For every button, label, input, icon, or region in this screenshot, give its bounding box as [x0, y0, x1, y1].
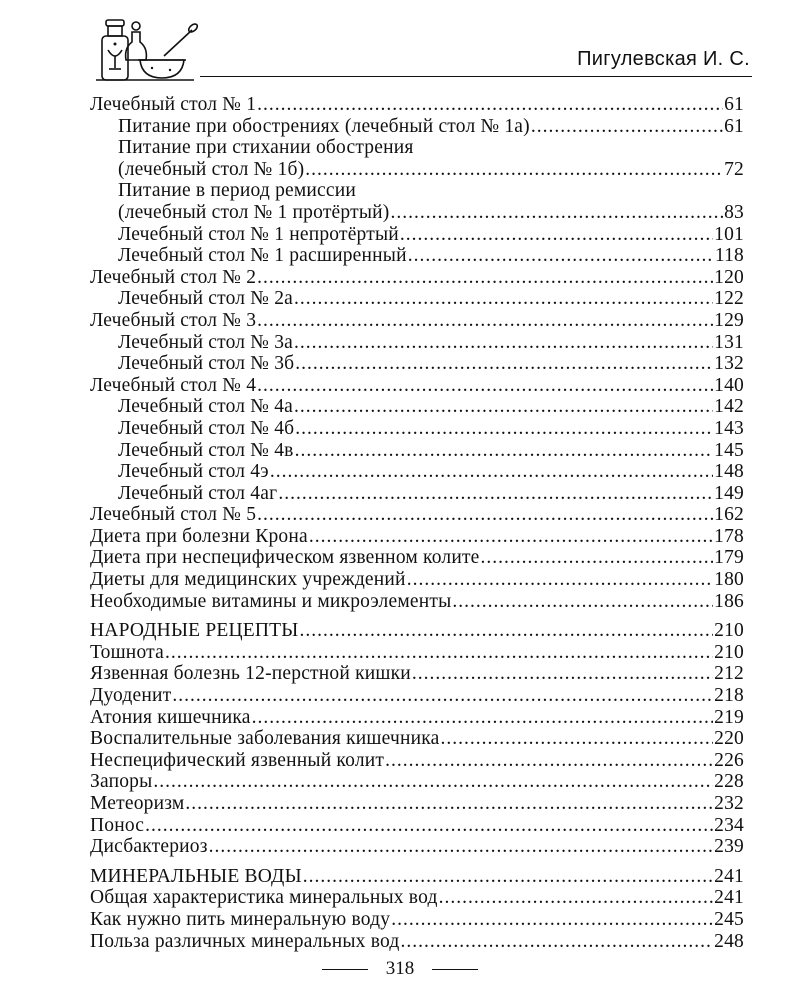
toc-entry-title: МИНЕРАЛЬНЫЕ ВОДЫ: [90, 865, 302, 887]
dot-leader: [257, 504, 713, 526]
toc-entry-title: Лечебный стол № 2: [90, 266, 257, 288]
toc-entry[interactable]: [90, 310, 744, 332]
dot-leader: [294, 332, 713, 354]
toc-entry[interactable]: [90, 931, 744, 953]
toc-entry-title: Запоры: [90, 771, 153, 793]
toc-entry-page: 212: [714, 663, 744, 685]
toc-entry-page: 162: [714, 504, 744, 526]
page-number: 318: [385, 958, 415, 979]
toc-entry-title: Дисбактериоз: [90, 836, 208, 858]
dot-leader: [278, 483, 713, 505]
toc-entry-title: Лечебный стол № 4а: [118, 396, 293, 418]
toc-entry[interactable]: [90, 793, 744, 815]
dot-leader: [185, 793, 713, 815]
toc-entry-title: Метеоризм: [90, 793, 185, 814]
toc-entry[interactable]: [90, 116, 744, 138]
dot-leader: [440, 728, 713, 750]
toc-entry-title-line: Питание в период ремиссии: [118, 180, 357, 202]
toc-entry[interactable]: [90, 707, 744, 729]
toc-entry[interactable]: [90, 440, 744, 462]
toc-entry[interactable]: [90, 771, 744, 793]
toc-entry-page: 241: [714, 865, 744, 887]
toc-entry-title: (лечебный стол № 1б): [118, 158, 305, 180]
toc-entry[interactable]: [90, 224, 744, 246]
dot-leader: [295, 440, 714, 462]
dot-leader: [303, 866, 713, 888]
dot-leader: [401, 931, 714, 953]
toc-entry-title: Лечебный стол № 4б: [118, 417, 295, 439]
toc-entry-page: 142: [714, 396, 744, 418]
toc-entry-page: 129: [714, 309, 744, 331]
dot-leader: [165, 642, 713, 664]
dot-leader: [295, 353, 713, 375]
dot-leader: [407, 569, 713, 591]
dot-leader: [295, 418, 713, 440]
toc-entry-title: Лечебный стол № 1: [90, 94, 257, 115]
toc-entry-page: 140: [714, 374, 744, 396]
toc-entry[interactable]: [90, 353, 744, 375]
toc-entry-page: 218: [714, 685, 744, 707]
dot-leader: [452, 591, 713, 613]
toc-section-heading[interactable]: [90, 866, 744, 888]
toc-entry-title: Лечебный стол № 3: [90, 309, 257, 331]
toc-entry-page: 228: [714, 771, 744, 793]
toc-entry-page: 61: [724, 94, 744, 115]
toc-entry[interactable]: [90, 418, 744, 440]
table-of-contents: [90, 94, 744, 952]
dot-leader: [390, 202, 723, 224]
dot-leader: [299, 620, 713, 642]
toc-entry-page: 210: [714, 641, 744, 663]
header-rule: [200, 76, 752, 77]
dot-leader: [294, 288, 713, 310]
toc-entry[interactable]: [90, 288, 744, 310]
footer-dash-right: [432, 969, 478, 970]
toc-entry-page: 118: [714, 245, 744, 267]
footer-dash-left: [322, 969, 368, 970]
toc-entry[interactable]: [90, 887, 744, 909]
dot-leader: [412, 663, 713, 685]
dot-leader: [294, 396, 713, 418]
toc-entry-page: 72: [724, 158, 744, 180]
toc-entry-page: 248: [714, 930, 744, 952]
toc-entry-title: Лечебный стол № 3б: [118, 353, 295, 375]
toc-entry[interactable]: [90, 159, 744, 181]
toc-entry-page: 219: [714, 706, 744, 728]
toc-entry-page: 232: [714, 793, 744, 814]
section-gap: [90, 858, 744, 862]
toc-entry-page: 148: [714, 461, 744, 483]
dot-leader: [257, 94, 723, 116]
toc-entry-title: Неспецифический язвенный колит: [90, 749, 385, 771]
toc-entry-page: 178: [714, 525, 744, 547]
toc-entry-title: НАРОДНЫЕ РЕЦЕПТЫ: [90, 620, 299, 642]
toc-entry-page: 241: [714, 887, 744, 909]
toc-entry-page: 179: [714, 547, 744, 569]
running-head-author: Пигулевская И. С.: [577, 48, 750, 70]
toc-entry-title: Лечебный стол № 1 непротёртый: [118, 223, 399, 245]
toc-entry-title: Питание при обострениях (лечебный стол № 1а): [118, 115, 530, 137]
toc-entry[interactable]: [90, 836, 744, 858]
dot-leader: [531, 116, 723, 138]
toc-entry-title: Лечебный стол 4э: [118, 461, 269, 483]
toc-entry-title: Необходимые витамины и микроэлементы: [90, 590, 452, 612]
dot-leader: [439, 887, 714, 909]
toc-entry-page: 101: [714, 223, 744, 245]
toc-entry-page: 143: [714, 417, 744, 439]
toc-entry[interactable]: [90, 815, 744, 837]
toc-entry-title: Понос: [90, 814, 145, 836]
toc-entry[interactable]: [90, 267, 744, 289]
toc-entry[interactable]: [90, 245, 744, 267]
toc-entry[interactable]: [90, 202, 744, 224]
toc-entry-title: Лечебный стол № 5: [90, 504, 257, 526]
dot-leader: [391, 909, 713, 931]
toc-entry[interactable]: [90, 728, 744, 750]
toc-entry-page: 120: [714, 266, 744, 288]
toc-entry-page: 239: [714, 836, 744, 858]
toc-entry-title: Лечебный стол 4аг: [118, 482, 278, 504]
dot-leader: [270, 461, 713, 483]
toc-entry-page: 234: [714, 814, 744, 836]
toc-entry-title: Как нужно пить минеральную воду: [90, 908, 391, 930]
toc-entry-title: Лечебный стол № 3а: [118, 331, 293, 353]
toc-entry[interactable]: [90, 663, 744, 685]
toc-entry[interactable]: [90, 461, 744, 483]
toc-entry[interactable]: [90, 504, 744, 526]
toc-entry-title-line: Питание при стихании обострения: [118, 137, 414, 159]
section-gap: [90, 612, 744, 616]
toc-entry-page: 122: [714, 288, 744, 310]
toc-entry-title: Язвенная болезнь 12-перстной кишки: [90, 663, 411, 685]
pharmacy-bottles-mortar-icon: [88, 16, 206, 84]
toc-entry[interactable]: [90, 396, 744, 418]
dot-leader: [385, 750, 713, 772]
toc-entry-title: Лечебный стол № 2а: [118, 288, 293, 310]
toc-entry[interactable]: [90, 332, 744, 354]
dot-leader: [209, 836, 714, 858]
toc-entry-page: 131: [714, 331, 744, 353]
toc-entry-page: 61: [724, 115, 744, 137]
toc-entry[interactable]: [90, 375, 744, 397]
toc-entry[interactable]: [90, 685, 744, 707]
dot-leader: [257, 310, 713, 332]
toc-entry-title: Общая характеристика минеральных вод: [90, 887, 438, 909]
page-header: [0, 0, 800, 90]
toc-entry[interactable]: [90, 569, 744, 591]
toc-entry-page: 245: [714, 908, 744, 930]
toc-entry[interactable]: [90, 526, 744, 548]
toc-entry-title: Тошнота: [90, 641, 164, 663]
toc-entry-page: 180: [714, 569, 744, 591]
toc-entry-title: Лечебный стол № 4: [90, 374, 257, 396]
toc-entry-title: Диеты для медицинских учреждений: [90, 569, 406, 591]
toc-entry[interactable]: [90, 94, 744, 116]
toc-entry-title: Дуоденит: [90, 685, 172, 707]
toc-entry[interactable]: [90, 591, 744, 613]
page-footer: [0, 958, 800, 980]
dot-leader: [172, 685, 713, 707]
toc-entry-page: 220: [714, 728, 744, 750]
dot-leader: [309, 526, 713, 548]
dot-leader: [257, 375, 713, 397]
toc-entry-page: 186: [714, 590, 744, 612]
dot-leader: [145, 815, 713, 837]
toc-entry[interactable]: [90, 642, 744, 664]
dot-leader: [481, 547, 714, 569]
dot-leader: [400, 224, 713, 246]
dot-leader: [408, 245, 714, 267]
toc-entry-title: Атония кишечника: [90, 706, 251, 728]
toc-entry[interactable]: [90, 909, 744, 931]
toc-entry-page: 226: [714, 749, 744, 771]
toc-entry-page: 83: [724, 201, 744, 223]
toc-entry-page: 149: [714, 482, 744, 504]
toc-entry-page: 132: [714, 353, 744, 375]
toc-entry-page: 145: [714, 439, 744, 461]
toc-entry-title: Диета при неспецифическом язвенном колите: [90, 547, 480, 569]
toc-entry-page: 210: [714, 620, 744, 642]
dot-leader: [305, 159, 723, 181]
toc-entry-title: Польза различных минеральных вод: [90, 930, 400, 952]
toc-section-heading[interactable]: [90, 620, 744, 642]
toc-entry-title: Диета при болезни Крона: [90, 525, 308, 547]
dot-leader: [153, 771, 713, 793]
toc-entry-title: Лечебный стол № 1 расширенный: [118, 245, 407, 267]
toc-entry-title: Лечебный стол № 4в: [118, 439, 294, 461]
toc-entry[interactable]: [90, 483, 744, 505]
toc-entry[interactable]: [90, 547, 744, 569]
dot-leader: [252, 707, 713, 729]
toc-entry[interactable]: [90, 750, 744, 772]
toc-entry-title: Воспалительные заболевания кишечника: [90, 728, 440, 750]
dot-leader: [257, 267, 713, 289]
toc-entry-title: (лечебный стол № 1 протёртый): [118, 201, 390, 223]
